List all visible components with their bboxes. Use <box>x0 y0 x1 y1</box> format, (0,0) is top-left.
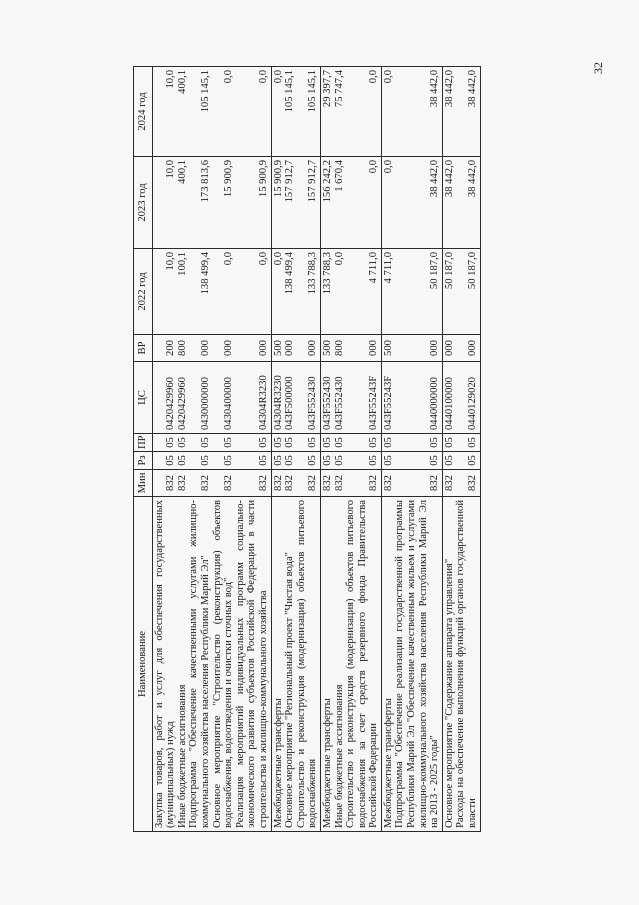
header-vr: ВР <box>134 335 153 362</box>
header-rz: Рз <box>134 452 153 470</box>
row-cs-value: 04304R3230 <box>272 375 284 430</box>
row-pr <box>442 434 480 452</box>
row-rz-value: 05 <box>443 455 455 466</box>
row-pr-value: 05 <box>368 437 380 448</box>
row-2023-value: 1 670,4 <box>333 160 345 192</box>
row-2024-value: 38 442,0 <box>467 70 479 108</box>
row-pr-value: 05 <box>429 437 441 448</box>
row-vr-value: 800 <box>333 340 345 356</box>
row-2023-value: 10,0 <box>165 160 177 179</box>
row-vr <box>381 335 442 362</box>
row-2023 <box>320 157 381 249</box>
row-name <box>271 497 320 832</box>
row-name-value: Иные бюджетные ассигнования <box>333 684 345 828</box>
row-2024-value: 29 397,7 <box>321 70 333 108</box>
row-cs <box>320 362 381 434</box>
row-cs-value: 043F552430 <box>333 376 345 430</box>
row-pr <box>152 434 271 452</box>
row-2022-value: 50 187,0 <box>429 252 441 290</box>
row-vr-value: 000 <box>368 340 380 356</box>
row-rz-value: 05 <box>165 455 177 466</box>
row-2022 <box>381 249 442 335</box>
row-name <box>442 497 480 832</box>
row-min-value: 832 <box>382 475 394 491</box>
row-vr-value: 000 <box>257 340 269 356</box>
row-2022-value: 4 711,0 <box>368 252 380 284</box>
row-min-value: 832 <box>284 475 296 491</box>
row-pr-value: 05 <box>257 437 269 448</box>
row-rz-value: 05 <box>333 455 345 466</box>
row-2022 <box>271 249 320 335</box>
row-cs-value: 0430400000 <box>223 377 235 430</box>
row-name-value: Межбюджетные трансферты <box>272 698 284 828</box>
row-pr-value: 05 <box>165 437 177 448</box>
row-2022-value: 138 499,4 <box>284 252 296 295</box>
row-pr <box>320 434 381 452</box>
row-rz-value: 05 <box>199 455 211 466</box>
row-2022-value: 0,0 <box>257 252 269 266</box>
row-cs-value: 0440000000 <box>429 377 441 430</box>
row-name-value: Иные бюджетные ассигнования <box>176 684 188 828</box>
row-2023-value: 38 442,0 <box>467 160 479 198</box>
rotated-table-wrapper <box>133 67 481 832</box>
row-2022-value: 133 788,3 <box>307 252 319 295</box>
row-pr-value: 05 <box>199 437 211 448</box>
row-2022-value: 50 187,0 <box>443 252 455 290</box>
row-2022 <box>152 249 271 335</box>
row-pr-value: 05 <box>176 437 188 448</box>
table-row <box>381 67 442 832</box>
row-pr-value: 05 <box>382 437 394 448</box>
row-min <box>271 470 320 497</box>
row-name <box>320 497 381 832</box>
row-cs-value: 043F55243F <box>382 375 394 430</box>
row-vr-value: 200 <box>165 340 177 356</box>
row-pr-value: 05 <box>467 437 479 448</box>
page-number: 32 <box>591 62 605 74</box>
row-2023-value: 38 442,0 <box>443 160 455 198</box>
row-name-value: Расходы на обеспечение выполнения функций органов государственной власти <box>455 500 479 828</box>
row-pr-value: 05 <box>443 437 455 448</box>
header-cs: ЦС <box>134 362 153 434</box>
row-2022 <box>442 249 480 335</box>
row-cs <box>271 362 320 434</box>
row-name <box>381 497 442 832</box>
row-pr-value: 05 <box>272 437 284 448</box>
row-vr-value: 500 <box>272 340 284 356</box>
row-rz-value: 05 <box>284 455 296 466</box>
row-pr <box>271 434 320 452</box>
row-vr-value: 000 <box>284 340 296 356</box>
row-rz <box>271 452 320 470</box>
row-cs-value: 043F552430 <box>307 376 319 430</box>
row-min-value: 832 <box>467 475 479 491</box>
row-rz <box>442 452 480 470</box>
row-rz-value: 05 <box>223 455 235 466</box>
row-2022-value: 0,0 <box>223 252 235 266</box>
row-min-value: 832 <box>272 475 284 491</box>
row-vr-value: 800 <box>176 340 188 356</box>
row-pr-value: 05 <box>333 437 345 448</box>
row-2023 <box>152 157 271 249</box>
row-name-value: Основное мероприятие "Содержание аппарата управления" <box>443 558 455 828</box>
row-2024-value: 105 145,1 <box>199 70 211 113</box>
row-2023-value: 0,0 <box>382 160 394 174</box>
row-rz-value: 05 <box>272 455 284 466</box>
row-2024-value: 0,0 <box>382 70 394 84</box>
row-rz <box>152 452 271 470</box>
row-2023-value: 156 242,2 <box>321 160 333 203</box>
header-pr: ПР <box>134 434 153 452</box>
row-2024 <box>442 67 480 157</box>
row-min <box>442 470 480 497</box>
row-rz-value: 05 <box>257 455 269 466</box>
row-cs <box>381 362 442 434</box>
row-2024 <box>381 67 442 157</box>
row-2024-value: 105 145,1 <box>307 70 319 113</box>
row-2024-value: 38 442,0 <box>443 70 455 108</box>
row-min <box>381 470 442 497</box>
row-2023 <box>381 157 442 249</box>
row-pr-value: 05 <box>321 437 333 448</box>
row-min-value: 832 <box>368 475 380 491</box>
row-2024-value: 38 442,0 <box>429 70 441 108</box>
row-min <box>152 470 271 497</box>
row-cs-value: 04304R3230 <box>257 375 269 430</box>
header-2024: 2024 год <box>134 67 153 157</box>
row-2024-value: 105 145,1 <box>284 70 296 113</box>
row-name-value: Подпрограмма "Обеспечение качественными услугами жилищно-коммунального хозяйства населения Республики Марий Эл" <box>188 500 211 828</box>
row-min-value: 832 <box>176 475 188 491</box>
row-min-value: 832 <box>333 475 345 491</box>
table-header-row <box>134 67 153 832</box>
row-2022-value: 10,0 <box>165 252 177 271</box>
row-min-value: 832 <box>199 475 211 491</box>
row-min <box>320 470 381 497</box>
row-min-value: 832 <box>165 475 177 491</box>
row-rz-value: 05 <box>467 455 479 466</box>
header-name: Наименование <box>134 497 153 832</box>
row-vr <box>442 335 480 362</box>
row-cs <box>152 362 271 434</box>
header-min: Мин <box>134 470 153 497</box>
row-name-value: Строительство и реконструкция (модернизация) объектов питьевого водоснабжения <box>295 500 319 828</box>
row-rz-value: 05 <box>321 455 333 466</box>
row-name-value: Основное мероприятие "Строительство (реконструкция) объектов водоснабжения, водоотведения и очистки сточных вод" <box>211 500 235 828</box>
row-2024 <box>152 67 271 157</box>
row-2024 <box>320 67 381 157</box>
row-name-value: Подпрограмма "Обеспечение реализации государственной программы Республики Марий Эл "Обеспечение качественным жильем и услугами жилищно-коммунального хозяйства населения Республики Марий Эл на 2013 - 2025 годы" <box>394 500 441 828</box>
row-vr-value: 500 <box>321 340 333 356</box>
row-2023-value: 15 900,9 <box>272 160 284 198</box>
row-2023-value: 15 900,9 <box>223 160 235 198</box>
row-vr <box>271 335 320 362</box>
row-name-value: Реализация мероприятий индивидуальных программ социально-экономического развития субъектов Российской Федерации в части строительства и жилищно-коммунального хозяйства <box>234 500 269 828</box>
row-vr-value: 000 <box>429 340 441 356</box>
row-cs-value: 0440129020 <box>467 377 479 430</box>
row-rz-value: 05 <box>429 455 441 466</box>
row-name-value: Основное мероприятие "Региональный проект "Чистая вода" <box>284 552 296 828</box>
row-rz <box>381 452 442 470</box>
row-pr <box>381 434 442 452</box>
row-vr-value: 500 <box>382 340 394 356</box>
row-vr <box>320 335 381 362</box>
row-vr-value: 000 <box>443 340 455 356</box>
table-row <box>152 67 271 832</box>
row-2024-value: 0,0 <box>257 70 269 84</box>
row-2023-value: 0,0 <box>368 160 380 174</box>
row-min-value: 832 <box>257 475 269 491</box>
row-2024-value: 0,0 <box>368 70 380 84</box>
row-name <box>152 497 271 832</box>
row-name-value: Закупка товаров, работ и услуг для обеспечения государственных (муниципальных) нужд <box>153 500 177 828</box>
row-pr-value: 05 <box>307 437 319 448</box>
row-2022 <box>320 249 381 335</box>
row-2022-value: 0,0 <box>333 252 345 266</box>
table-row <box>320 67 381 832</box>
table-row <box>271 67 320 832</box>
row-vr-value: 000 <box>467 340 479 356</box>
row-cs-value: 043F552430 <box>321 376 333 430</box>
row-min-value: 832 <box>223 475 235 491</box>
row-2022-value: 138 499,4 <box>199 252 211 295</box>
row-vr-value: 000 <box>223 340 235 356</box>
row-2023 <box>271 157 320 249</box>
row-2022-value: 133 788,3 <box>321 252 333 295</box>
row-rz-value: 05 <box>382 455 394 466</box>
row-rz-value: 05 <box>176 455 188 466</box>
row-rz-value: 05 <box>307 455 319 466</box>
row-2022-value: 4 711,0 <box>382 252 394 284</box>
row-min-value: 832 <box>429 475 441 491</box>
row-rz <box>320 452 381 470</box>
row-2024 <box>271 67 320 157</box>
row-min-value: 832 <box>307 475 319 491</box>
row-2023-value: 157 912,7 <box>307 160 319 203</box>
row-2023-value: 157 912,7 <box>284 160 296 203</box>
row-min-value: 832 <box>321 475 333 491</box>
row-pr-value: 05 <box>223 437 235 448</box>
row-2023-value: 173 813,6 <box>199 160 211 203</box>
row-name-value: Строительство и реконструкция (модернизация) объектов питьевого водоснабжения за счет средств резервного фонда Правительства Российской Федерации <box>345 500 380 828</box>
row-vr-value: 000 <box>307 340 319 356</box>
row-rz-value: 05 <box>368 455 380 466</box>
row-vr <box>152 335 271 362</box>
row-cs-value: 0420429960 <box>176 377 188 430</box>
row-2023-value: 400,1 <box>176 160 188 184</box>
row-2023 <box>442 157 480 249</box>
row-2024-value: 10,0 <box>165 70 177 89</box>
row-name-value: Межбюджетные трансферты <box>321 698 333 828</box>
budget-table <box>133 66 481 832</box>
row-2023-value: 15 900,9 <box>257 160 269 198</box>
row-min-value: 832 <box>443 475 455 491</box>
row-2022-value: 0,0 <box>272 252 284 266</box>
row-2022-value: 50 187,0 <box>467 252 479 290</box>
row-pr-value: 05 <box>284 437 296 448</box>
row-cs-value: 0430000000 <box>199 377 211 430</box>
row-cs-value: 043F55243F <box>368 375 380 430</box>
row-2024-value: 75 747,4 <box>333 70 345 108</box>
row-2024-value: 0,0 <box>223 70 235 84</box>
header-2023: 2023 год <box>134 157 153 249</box>
row-vr-value: 000 <box>199 340 211 356</box>
row-cs-value: 0440100000 <box>443 377 455 430</box>
row-2024-value: 400,1 <box>176 70 188 94</box>
table-body <box>152 67 480 832</box>
row-cs <box>442 362 480 434</box>
row-cs-value: 0420429960 <box>165 377 177 430</box>
row-cs-value: 043F500000 <box>284 376 296 430</box>
row-2022-value: 100,1 <box>176 252 188 276</box>
row-2024-value: 0,0 <box>272 70 284 84</box>
row-name-value: Межбюджетные трансферты <box>382 698 394 828</box>
row-2023-value: 38 442,0 <box>429 160 441 198</box>
table-row <box>442 67 480 832</box>
header-2022: 2022 год <box>134 249 153 335</box>
